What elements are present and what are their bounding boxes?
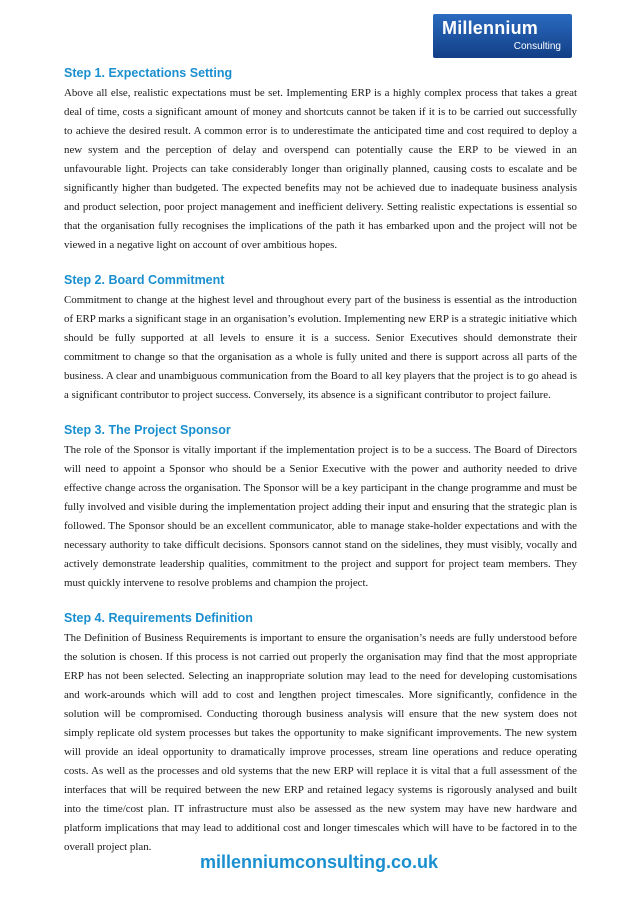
footer-website-link[interactable]: millenniumconsulting.co.uk xyxy=(199,852,439,872)
section-paragraph: Above all else, realistic expectations must be set. Implementing ERP is a highly complex process that takes a great deal of time, costs a significant amount of money and shortcuts cannot be taken if it is to be carried out successfully to achieve the desired result. A common error is to underestimate the anticipated time and cost required to deploy a new system and the perception of delay and overspend can potentially cause the ERP to be viewed in an unfavourable light. Projects can take considerably longer than originally planned, causing costs to escalate and be significantly higher than budgeted. The expected benefits may not be achieved due to inadequate business analysis and product selection, poor project management and inefficient delivery. Setting realistic expectations is essential so that the organisation fully recognises the implications of the path it has embarked upon and the project will not be viewed in a negative light on account of over ambitious hopes. xyxy=(64,87,577,251)
company-logo xyxy=(433,14,572,58)
section-paragraph: Commitment to change at the highest level and throughout every part of the business is essential as the introduction of ERP marks a significant stage in an organisation’s evolution. Implementing new ERP is a strategic initiative which should be fully supported at all levels to ensure it is a success. Senior Executives should demonstrate their commitment to change so that the organisation as a whole is fully united and there is support across all parts of the business. A clear and unambiguous communication from the Board to all key players that the project is to go ahead is a significant contributor to project success. Conversely, its absence is a significant contributor to project failure. xyxy=(64,294,577,401)
section-paragraph: The role of the Sponsor is vitally important if the implementation project is to be a success. The Board of Directors will need to appoint a Sponsor who should be a Senior Executive with the power and authority needed to drive effective change across the organisation. The Sponsor will be a key participant in the change programme and must be fully involved and visible during the implementation project adding their input and ensuring that the strategic plan is followed. The Sponsor should be an excellent communicator, able to manage stake-holder expectations and with the necessary authority to take difficult decisions. Sponsors cannot stand on the sidelines, they must visibly, vocally and actively demonstrate leadership qualities, commitment to the project and support for project team members. They must quickly intervene to resolve problems and champion the project. xyxy=(64,444,577,589)
logo-subtitle: Consulting xyxy=(513,41,561,52)
document-body xyxy=(64,64,577,873)
section-heading: Step 2. Board Commitment xyxy=(64,273,225,287)
section-expectations xyxy=(64,64,577,255)
logo-brand: Millennium xyxy=(442,18,538,38)
section-heading: Step 1. Expectations Setting xyxy=(64,66,233,80)
section-board-commitment xyxy=(64,271,577,405)
section-heading: Step 3. The Project Sponsor xyxy=(64,423,231,437)
section-project-sponsor xyxy=(64,421,577,593)
section-paragraph: The Definition of Business Requirements is important to ensure the organisation’s needs are fully understood before the solution is chosen. If this process is not carried out properly the organisation may find that the most appropriate ERP has not been selected. Selecting an inappropriate solution may lead to the need for developing customisations and work-arounds which will add to cost and lengthen project timescales. More significantly, confidence in the solution will be compromised. Conducting thorough business analysis will ensure that the new system does not simply replicate old system processes but takes the opportunity to make significant improvements. The new system will provide an ideal opportunity to dramatically improve processes, stream line operations and reduce operating costs. As well as the processes and old systems that the new ERP will replace it is vital that a full assessment of the interfaces that will be required between the new ERP and retained legacy systems is rigorously analysed and built into the time/cost plan. IT infrastructure must also be assessed as the new system may have new hardware and platform implications that may lead to additional cost and longer timescales which will have to be factored in to the overall project plan. xyxy=(64,632,577,853)
section-heading: Step 4. Requirements Definition xyxy=(64,611,253,625)
section-requirements-definition xyxy=(64,609,577,857)
